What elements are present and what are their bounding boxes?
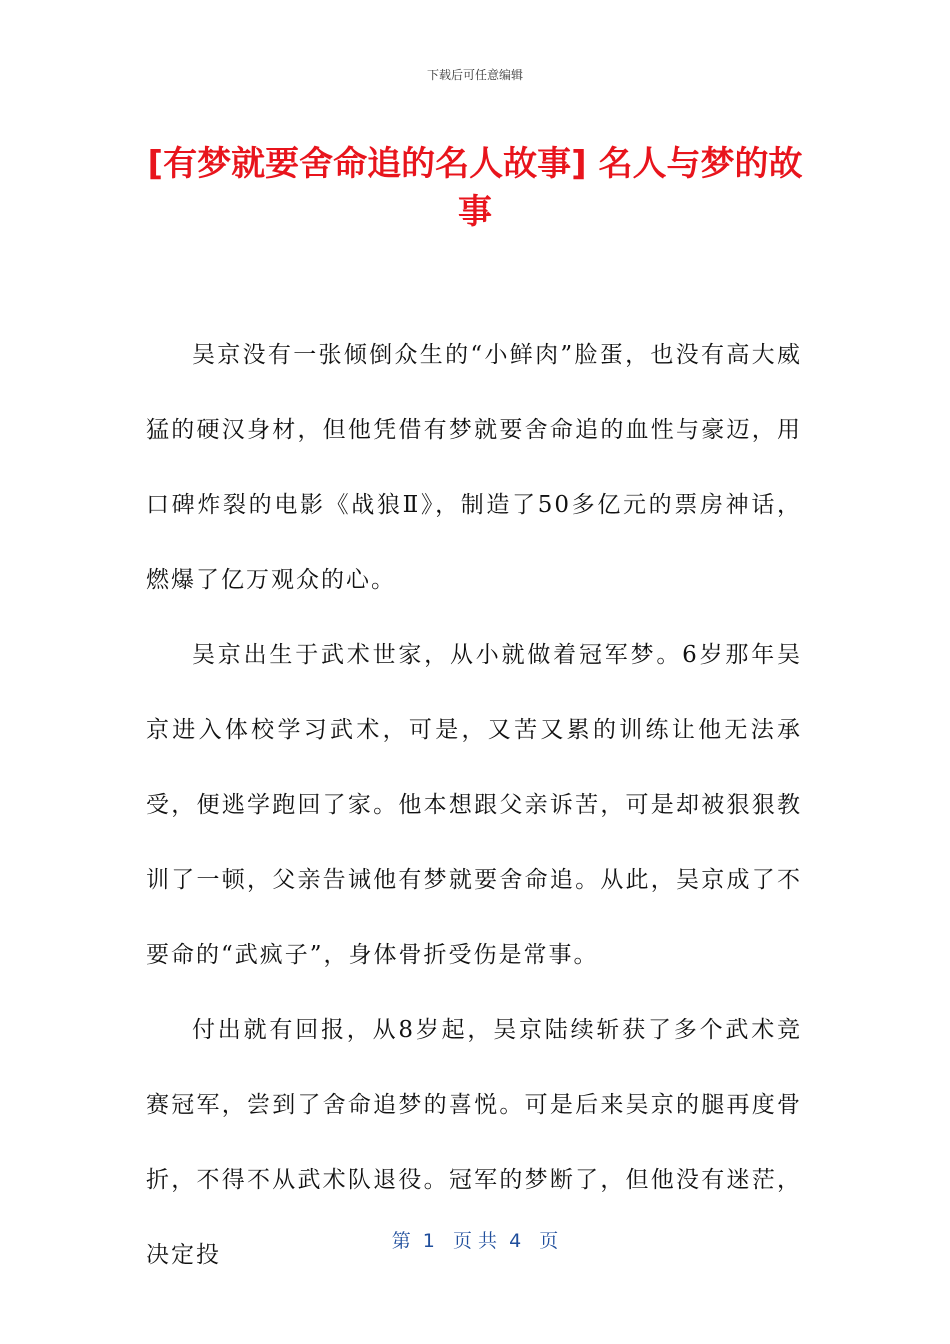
page-title: [有梦就要舍命追的名人故事] 名人与梦的故事: [147, 144, 803, 232]
page-number-footer: 第 1 页 共 4 页: [391, 1230, 559, 1252]
header-note: 下载后可任意编辑: [426, 68, 523, 82]
article-body: [146, 318, 802, 1293]
paragraph: 吴京出生于武术世家，从小就做着冠军梦。6岁那年吴京进入体校学习武术，可是，又苦又累的训练让他无法承受，便逃学跑回了家。他本想跟父亲诉苦，可是却被狠狠教训了一顿，父亲告诫他有梦就要舍命追。从此，吴京成了不要命的“武疯子”，身体骨折受伤是常事。: [146, 642, 802, 968]
paragraph: 付出就有回报，从8岁起，吴京陆续斩获了多个武术竞赛冠军，尝到了舍命追梦的喜悦。可是后来吴京的腿再度骨折，不得不从武术队退役。冠军的梦断了，但他没有迷茫，决定投: [146, 1017, 802, 1268]
paragraph: 吴京没有一张倾倒众生的“小鲜肉”脸蛋，也没有高大威猛的硬汉身材，但他凭借有梦就要舍命追的血性与豪迈，用口碑炸裂的电影《战狼Ⅱ》，制造了50多亿元的票房神话，燃爆了亿万观众的心。: [146, 342, 802, 593]
